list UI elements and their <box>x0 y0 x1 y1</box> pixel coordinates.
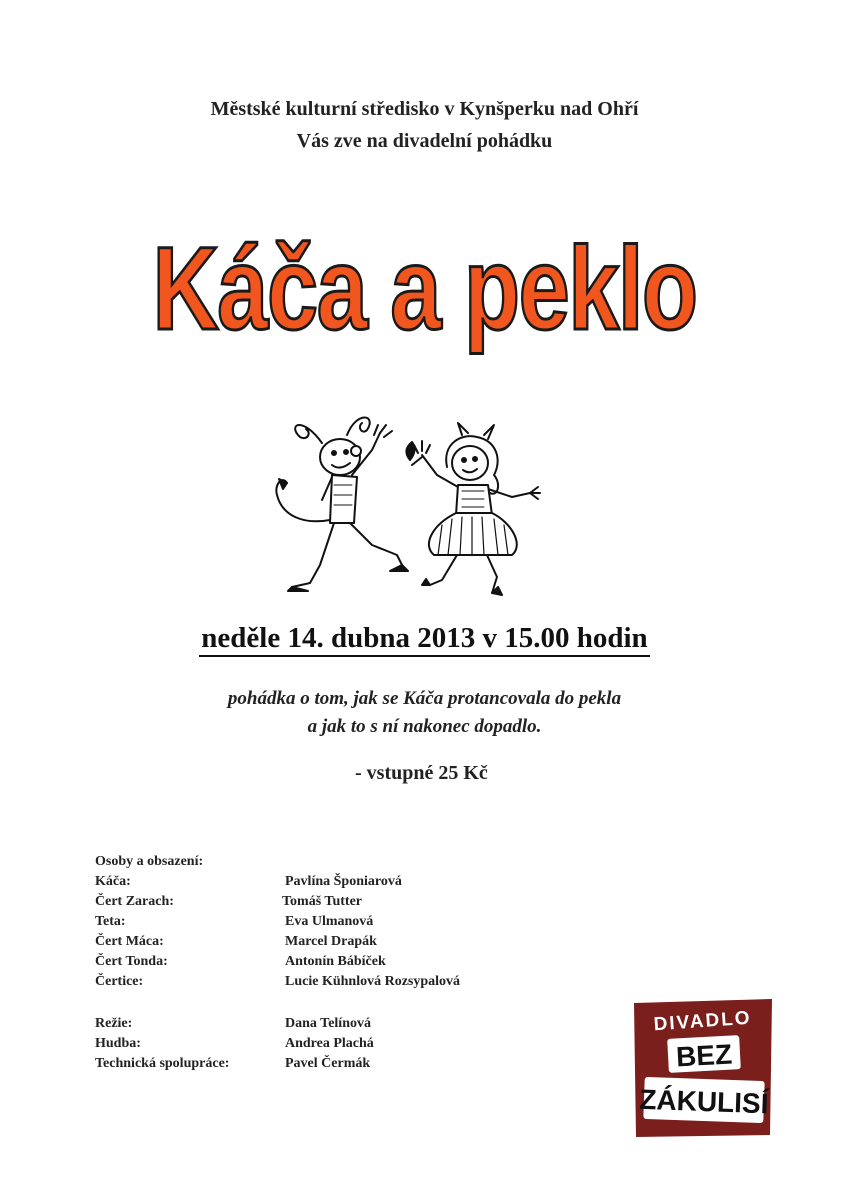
cast-role: Teta: <box>95 914 126 929</box>
crew-row <box>95 1014 515 1033</box>
play-title: Káča a peklo <box>152 223 697 355</box>
admission-price: - vstupné 25 Kč <box>355 762 488 784</box>
crew-member: Dana Telínová <box>285 1016 371 1031</box>
devil-figure <box>276 418 408 592</box>
cast-actor: Marcel Drapák <box>285 934 377 949</box>
cast-role: Káča: <box>95 874 131 889</box>
cast-heading: Osoby a obsazení: <box>95 854 204 869</box>
cast-role: Čert Zarach: <box>95 894 174 909</box>
logo-text-zakulisi: ZÁKULISÍ <box>638 1083 770 1120</box>
divadlo-bez-zakulisi-logo <box>630 997 776 1139</box>
crew-role: Režie: <box>95 1016 133 1031</box>
cast-role: Čertice: <box>95 974 144 989</box>
tagline-line-1: pohádka o tom, jak se Káča protancovala do pekla <box>227 688 622 709</box>
cast-row <box>95 892 515 911</box>
girl-figure <box>406 423 540 595</box>
event-date-text: neděle 14. dubna 2013 v 15.00 hodin <box>199 622 649 657</box>
cast-actor: Pavlína Šponiarová <box>285 874 402 889</box>
cast-role: Čert Máca: <box>95 934 164 949</box>
cast-actor: Lucie Kühnlová Rozsypalová <box>285 974 461 989</box>
crew-row <box>95 1054 515 1073</box>
cast-role: Čert Tonda: <box>95 954 168 969</box>
event-date-time <box>0 622 849 655</box>
cast-actor: Antonín Bábíček <box>285 954 386 969</box>
crew-role: Hudba: <box>95 1036 141 1051</box>
cast-row <box>95 972 515 991</box>
logo-text-divadlo: DIVADLO <box>652 1007 753 1036</box>
cast-actor: Eva Ulmanová <box>285 914 374 929</box>
crew-row <box>95 1034 515 1053</box>
cast-actor: Tomáš Tutter <box>282 894 363 909</box>
crew-member: Andrea Plachá <box>285 1036 374 1051</box>
dancing-devils-illustration <box>262 405 552 600</box>
cast-row <box>95 912 515 931</box>
tagline-line-2: a jak to s ní nakonec dopadlo. <box>307 716 542 737</box>
logo-text-bez: BEZ <box>675 1038 733 1073</box>
crew-member: Pavel Čermák <box>285 1056 371 1071</box>
invitation-line: Vás zve na divadelní pohádku <box>296 130 553 152</box>
cast-row <box>95 952 515 971</box>
organizer-line: Městské kulturní středisko v Kynšperku nad Ohří <box>210 98 639 120</box>
crew-role: Technická spolupráce: <box>95 1056 230 1071</box>
cast-row <box>95 932 515 951</box>
cast-row <box>95 872 515 891</box>
cast-list <box>95 852 515 1072</box>
